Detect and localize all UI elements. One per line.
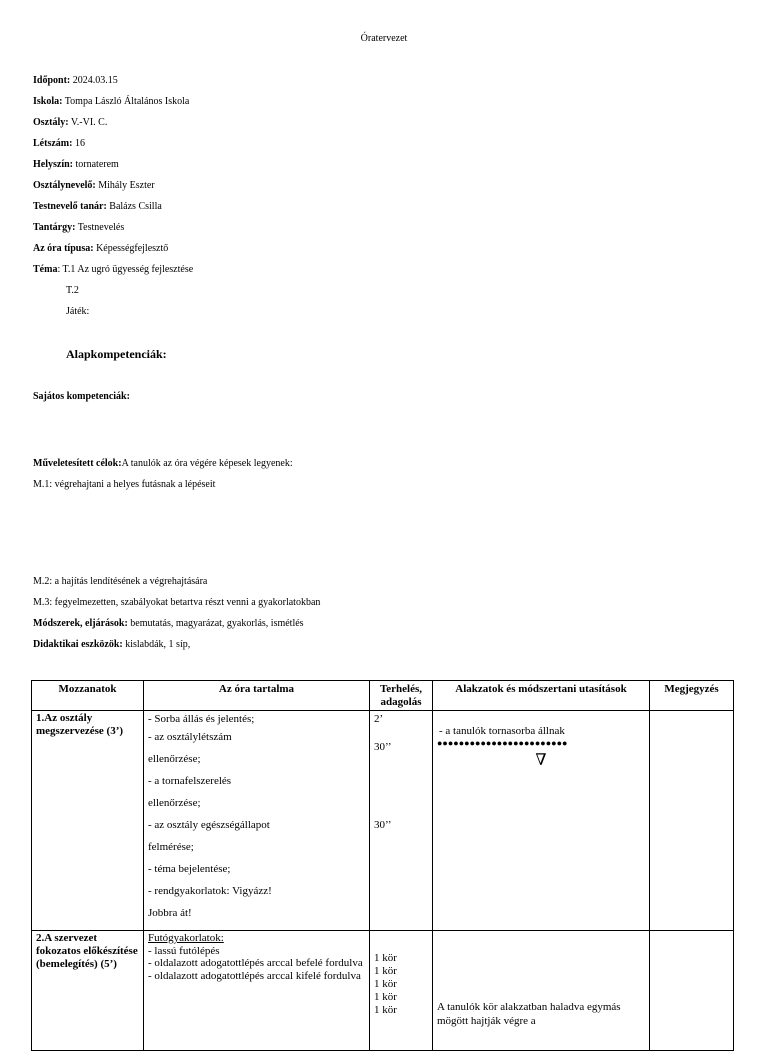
content-line: ellenőrzése; [148, 797, 201, 809]
content-line: felmérése; [148, 841, 194, 853]
header-content: Az óra tartalma [144, 681, 370, 711]
load-cell [370, 711, 433, 931]
phase-cell: 1.Az osztály megszervezése (3’) [32, 711, 144, 931]
teacher-triangle-icon: ∇ [535, 752, 547, 769]
instruction-text: A tanulók kör alakzatban haladva egymás mögött hajtják végre a [437, 1001, 621, 1027]
info-subject: Tantárgy: Testnevelés [33, 222, 125, 233]
content-line: - az osztály egészségállapot [148, 819, 270, 831]
info-date: Időpont: 2024.03.15 [33, 75, 118, 86]
topic-game: Játék: [66, 306, 90, 317]
load-value: 2’ [374, 713, 384, 725]
table-header-row [32, 681, 734, 711]
header-phases: Mozzanatok [32, 681, 144, 711]
content-line: - lassú futólépés [148, 944, 220, 957]
load-value: 30’’ [374, 819, 392, 831]
topic-t2: T.2 [66, 285, 79, 296]
goal-m1: M.1: végrehajtani a helyes futásnak a lépéseit [33, 479, 216, 490]
competencies-heading: Alapkompetenciák: [66, 347, 167, 361]
tools-line: Didaktikai eszközök: kislabdák, 1 síp, [33, 639, 191, 650]
info-school: Iskola: Tompa László Általános Iskola [33, 96, 190, 107]
info-location: Helyszín: tornaterem [33, 159, 119, 170]
content-line: - oldalazott adogatottlépés arccal kifelé fordulva [148, 969, 361, 982]
content-title: Futógyakorlatok: [148, 932, 224, 944]
load-cell [370, 931, 433, 1051]
note-cell [650, 931, 734, 1051]
load-value: 1 kör [374, 991, 397, 1003]
phase-cell: 2.A szervezet fokozatos előkészítése (bemelegítés) (5’) [32, 931, 144, 1051]
load-value: 1 kör [374, 965, 397, 977]
info-class-teacher: Osztálynevelő: Mihály Eszter [33, 180, 155, 191]
table-row [32, 711, 734, 931]
header-notes: Megjegyzés [650, 681, 734, 711]
page-title: Óratervezet [360, 33, 408, 44]
students-line-diagram: ●●●●●●●●●●●●●●●●●●●●●●●● [437, 738, 568, 748]
header-formations: Alakzatok és módszertani utasítások [433, 681, 650, 711]
info-pe-teacher: Testnevelő tanár: Balázs Csilla [33, 201, 162, 212]
content-line: - a tornafelszerelés [148, 775, 232, 787]
note-cell [650, 711, 734, 931]
goals-line: Műveletesített célok:A tanulók az óra végére képesek legyenek: [33, 458, 293, 469]
content-line: - oldalazott adogatottlépés arccal befelé fordulva [148, 957, 363, 969]
instruction-cell [433, 711, 650, 931]
methods-line: Módszerek, eljárások: bemutatás, magyarázat, gyakorlás, ismétlés [33, 618, 304, 629]
load-value: 1 kör [374, 978, 397, 990]
content-line: - rendgyakorlatok: Vigyázz! [148, 885, 272, 897]
content-cell [144, 711, 370, 931]
goal-m3: M.3: fegyelmezetten, szabályokat betartva részt venni a gyakorlatokban [33, 597, 321, 608]
instruction-cell [433, 931, 650, 1051]
content-cell [144, 931, 370, 1051]
content-line: - Sorba állás és jelentés; [148, 713, 255, 725]
header-load: Terhelés, adagolás [370, 681, 433, 711]
goal-m2: M.2: a hajítás lendítésének a végrehajtására [33, 576, 208, 587]
content-line: - téma bejelentése; [148, 863, 231, 875]
content-line: ellenőrzése; [148, 753, 201, 765]
content-line: - az osztálylétszám [148, 731, 232, 743]
info-topic: Téma: T.1 Az ugró ügyesség fejlesztése [33, 264, 194, 275]
load-value: 1 kör [374, 1004, 397, 1016]
load-value: 30’’ [374, 741, 392, 753]
info-class: Osztály: V.-VI. C. [33, 117, 108, 128]
table-row [32, 931, 734, 1051]
specific-competencies-heading: Sajátos kompetenciák: [33, 391, 130, 402]
content-line: Jobbra át! [148, 907, 192, 919]
info-headcount: Létszám: 16 [33, 138, 85, 149]
instruction-text: - a tanulók tornasorba állnak [439, 725, 565, 737]
lesson-plan-table [31, 680, 734, 1051]
info-lesson-type: Az óra típusa: Képességfejlesztő [33, 243, 169, 254]
load-value: 1 kör [374, 952, 397, 964]
